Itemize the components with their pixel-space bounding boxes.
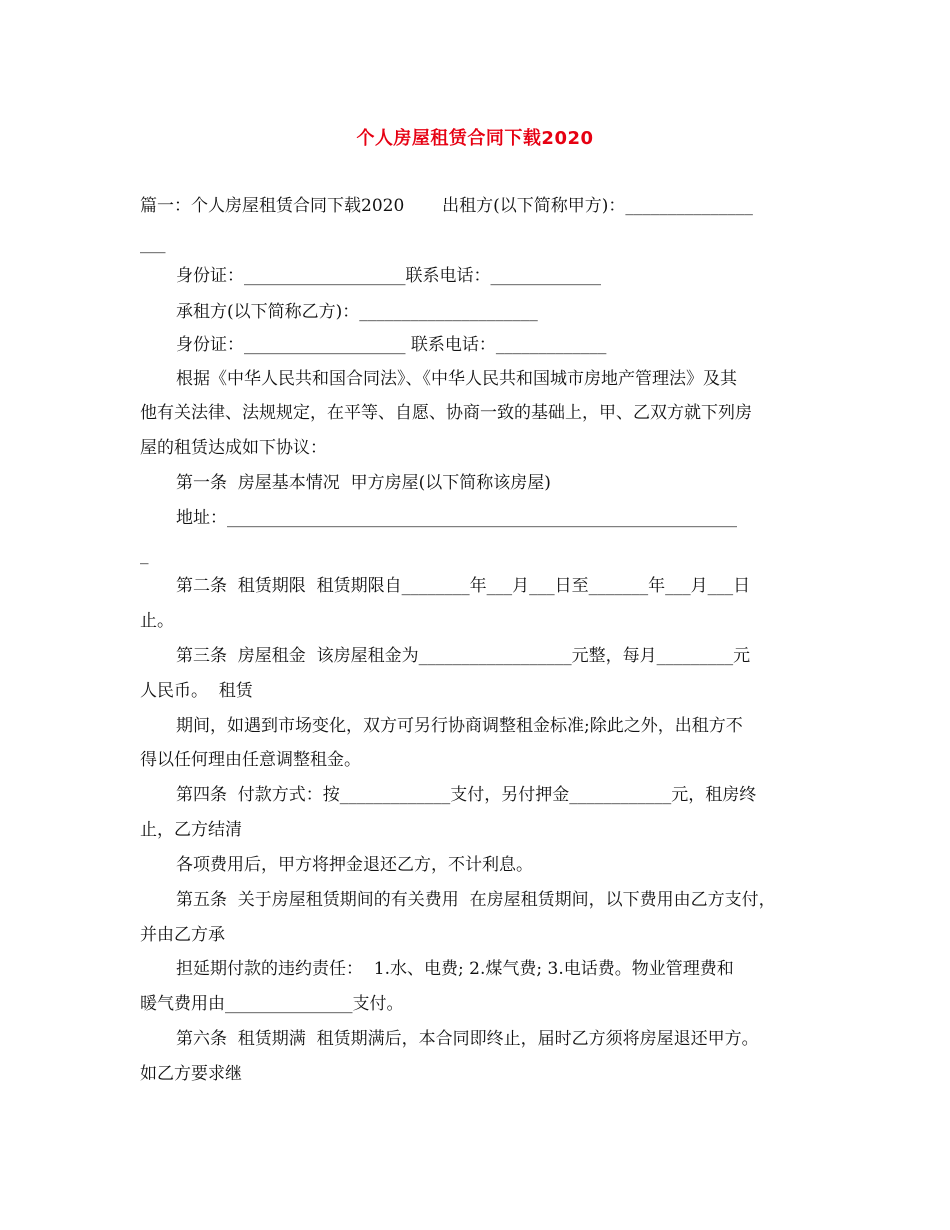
text-line-id-a: 身份证：___________________联系电话：_____________: [176, 266, 601, 286]
text-line-article-2: 第二条 租赁期限 租赁期限自________年___月___日至_______年___月___日: [176, 576, 751, 596]
text-line-article-6-cont: 如乙方要求继: [140, 1064, 242, 1084]
text-line-article-4-cont: 止，乙方结清: [140, 820, 242, 840]
text-line-article-3: 第三条 房屋租金 该房屋租金为__________________元整，每月_________元: [176, 646, 751, 666]
text-line-article-3-cont: 人民币。 租赁: [140, 681, 253, 701]
text-line-article-2-end: 止。: [140, 611, 174, 631]
text-line-article-3-period: 期间，如遇到市场变化，双方可另行协商调整租金标准;除此之外，出租方不: [176, 716, 743, 736]
text-line-basis-1: 根据《中华人民共和国合同法》、《中华人民共和国城市房地产管理法》及其: [176, 369, 737, 389]
text-line-blank: ___: [140, 234, 166, 254]
text-line-article-4-end: 各项费用后，甲方将押金退还乙方，不计利息。: [176, 855, 533, 875]
text-line-article-5: 第五条 关于房屋租赁期间的有关费用 在房屋租赁期间，以下费用由乙方支付，: [176, 890, 776, 910]
text-line-id-b: 身份证：___________________ 联系电话：_____________: [176, 335, 607, 355]
text-line-blank: _: [140, 545, 149, 565]
text-line-party-b: 承租方(以下简称乙方)：_____________________: [176, 302, 538, 322]
text-line-basis-3: 屋的租赁达成如下协议：: [140, 438, 327, 458]
text-line-party-a: 篇一：个人房屋租赁合同下载2020 出租方(以下简称甲方)：_______________: [140, 196, 753, 216]
text-line-article-5-fees: 担延期付款的违约责任： 1.水、电费; 2.煤气费; 3.电话费。物业管理费和: [176, 959, 734, 979]
text-line-article-3-end: 得以任何理由任意调整租金。: [140, 750, 361, 770]
document-title: 个人房屋租赁合同下载2020: [356, 128, 594, 149]
text-line-article-6: 第六条 租赁期满 租赁期满后，本合同即终止，届时乙方须将房屋退还甲方。: [176, 1029, 759, 1049]
text-line-address: 地址：____________________________________________________________: [176, 508, 737, 528]
text-line-article-5-cont: 并由乙方承: [140, 925, 225, 945]
text-line-basis-2: 他有关法律、法规规定，在平等、自愿、协商一致的基础上，甲、乙双方就下列房: [140, 403, 752, 423]
text-line-article-1: 第一条 房屋基本情况 甲方房屋(以下简称该房屋): [176, 473, 551, 493]
text-line-article-4: 第四条 付款方式：按_____________支付，另付押金____________元，租房终: [176, 785, 757, 805]
text-line-article-5-end: 暖气费用由_______________支付。: [140, 994, 404, 1014]
